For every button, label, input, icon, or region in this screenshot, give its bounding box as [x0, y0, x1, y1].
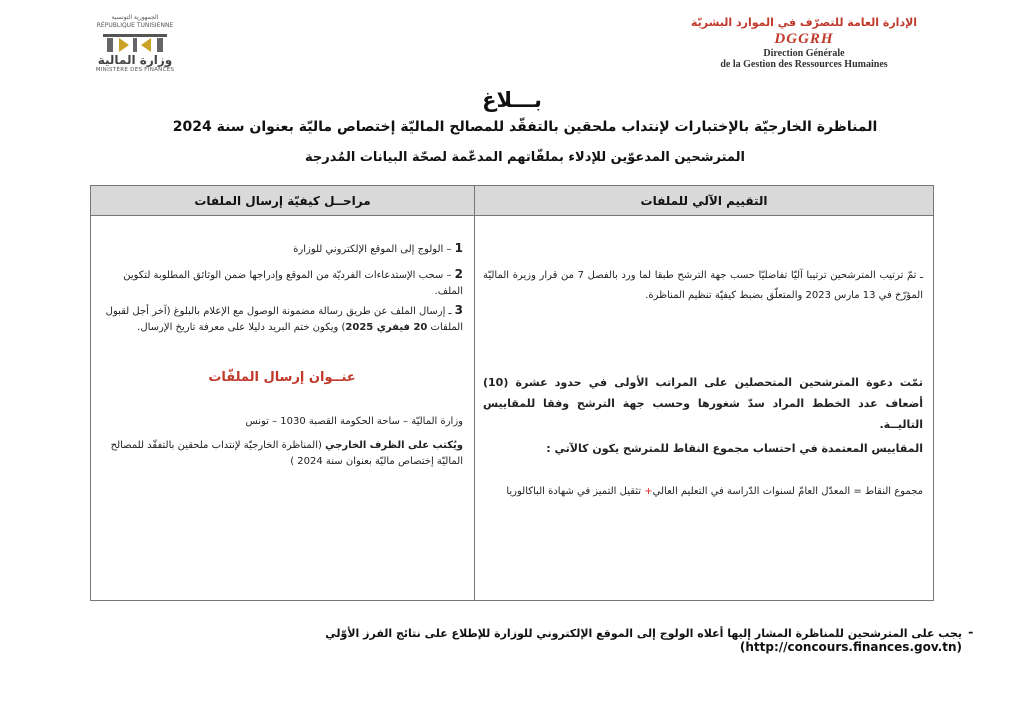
header-sending-steps: مراحــل كيفيّة إرسال الملفات: [194, 194, 371, 208]
envelope-instruction-bold: ويُكتب على الظرف الخارجي: [325, 440, 463, 451]
formula-plus: +: [644, 486, 653, 497]
step-1-number: 1: [454, 241, 463, 255]
evaluation-criteria-heading: المقاييس المعتمدة في احتساب مجموع النقاط للمترشح يكون كالآتي :: [546, 442, 923, 455]
address-text: وزارة الماليّة – ساحة الحكومة القصبة 1030 – تونس: [245, 416, 463, 427]
evaluation-paragraph-2: تمّت دعوة المترشحين المتحصلين على المراتب الأولى في حدود عشرة (10) أضعاف عدد الخطط المراد سدّ شغورها وحسب جهة الترشح وفقا للمقاييس التاليــة.: [483, 376, 923, 431]
ministry-emblem-icon: [95, 32, 175, 54]
step-1-text: – الولوج إلى الموقع الإلكتروني للوزارة: [293, 244, 455, 255]
table-header-row: [91, 186, 933, 216]
footer-text: يجب على المترشحين للمناظرة المشار إليها أعلاه الولوج إلى الموقع الإلكتروني للوزارة للإطلاع على نتائج الفرز الأوّلي: [325, 627, 962, 640]
step-2-text: – سحب الإستدعاءات الفرديّة من الموقع وإدراجها ضمن الوثائق المطلوبة لتكوين الملف.: [123, 270, 463, 297]
dggrh-arabic: الإدارة العامة للتصرّف في الموارد البشريّة: [690, 16, 918, 29]
step-3-number: 3: [454, 303, 463, 317]
step-2-number: 2: [454, 267, 463, 281]
address-title: عنــوان إرسال الملفّات: [208, 370, 356, 385]
envelope-instruction: [101, 438, 463, 470]
formula-part-a: مجموع النقاط = المعدّل العامّ لسنوات الدّراسة في التعليم العالي: [652, 486, 923, 497]
dggrh-fr-line1: Direction Générale: [763, 48, 845, 59]
step-3-deadline: 20 فيفري 2025: [345, 322, 428, 333]
evaluation-formula: [483, 484, 923, 500]
step-3-text-b: ) ويكون ختم البريد دليلا على معرفة تاريخ الإرسال.: [137, 322, 346, 333]
step-1: [101, 240, 463, 258]
logo-ministry-ar: وزارة المالية: [97, 53, 173, 67]
footer-note: [172, 627, 962, 654]
step-3-text-a: ـ إرسال الملف عن طريق رسالة مضمونة الوصول مع الإعلام بالبلوغ (آخر أجل لقبول الملفات: [105, 306, 463, 333]
step-3: [101, 302, 463, 336]
page-subtitle: المناظرة الخارجيّة بالإختبارات لإنتداب ملحقين بالتفقّد للمصالح الماليّة إختصاص ماليّة بعنوان سنة 2024: [172, 119, 878, 135]
column-divider: [474, 186, 475, 600]
page-title: بـــلاغ: [482, 88, 542, 112]
formula-part-b: تثقيل التميز في شهادة الباكالوريا: [506, 486, 645, 497]
logo-ministry-fr: MINISTÈRE DES FINANCES: [95, 67, 175, 73]
results-link[interactable]: (http://concours.finances.gov.tn): [739, 640, 962, 654]
envelope-instruction-text: (المناظرة الخارجيّة لإنتداب ملحقين بالتفقّد للمصالح الماليّة إختصاص ماليّة بعنوان سنة 2024 ): [110, 440, 463, 467]
footer-bullet: -: [968, 625, 974, 640]
dggrh-fr-line2: de la Gestion des Ressources Humaines: [720, 59, 888, 70]
dggrh-abbr: DGGRH: [774, 31, 834, 47]
info-table: [90, 185, 934, 601]
page-subtitle-2: المترشحين المدعوّين للإدلاء بملفّاتهم المدعّمة لصحّة البيانات المُدرجة: [305, 150, 745, 165]
logo-republic-fr: RÉPUBLIQUE TUNISIENNE: [96, 22, 174, 29]
step-2: [101, 266, 463, 300]
dggrh-header: [664, 16, 944, 70]
header-automatic-evaluation: التقييم الآلي للملفات: [640, 194, 768, 208]
logo-top-text: الجمهورية التونسية: [111, 14, 159, 21]
ministry-logo: [60, 14, 210, 80]
evaluation-paragraph-1: ـ تمّ ترتيب المترشحين ترتيبا آليّا تفاضليّا حسب جهة الترشح طبقا لما ورد بالفصل 7 من قرار وزيرة الماليّة المؤرّخ في 13 مارس 2023 والمتعلّق بضبط كيفيّة تنظيم المناظرة.: [483, 270, 923, 301]
